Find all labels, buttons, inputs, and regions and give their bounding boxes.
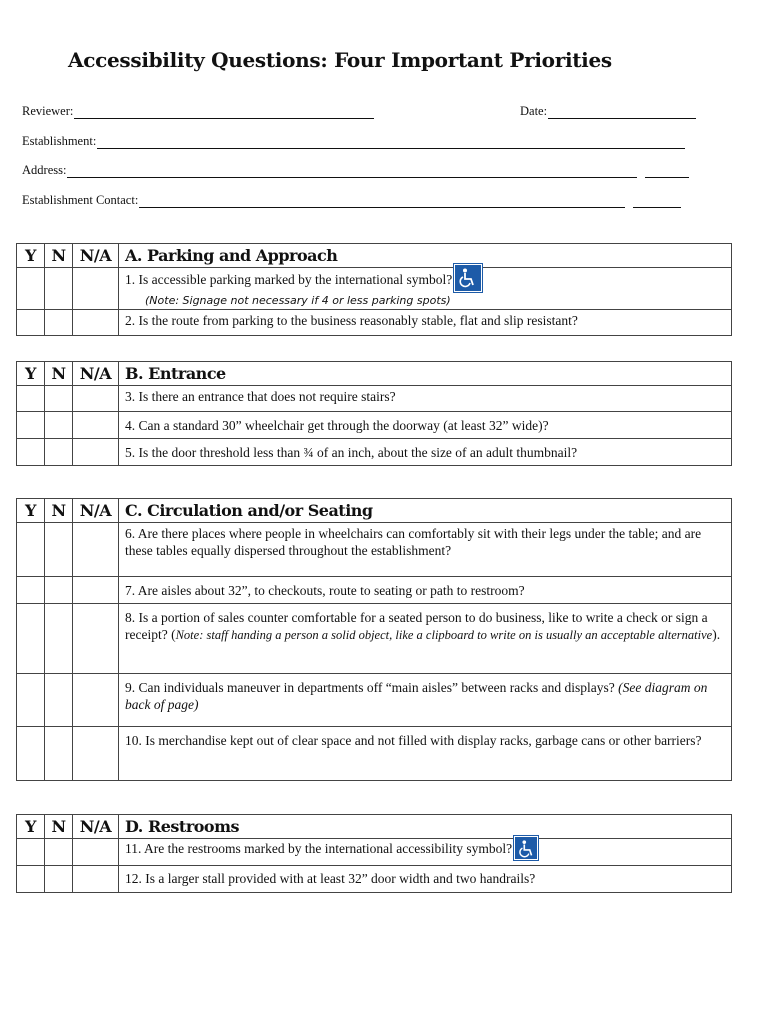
answer-n-cell[interactable]: [45, 866, 73, 893]
establishment-label: Establishment:: [22, 134, 97, 148]
col-y: Y: [17, 244, 45, 268]
date-line[interactable]: [548, 105, 696, 119]
question-4: 4. Can a standard 30” wheelchair get through the doorway (at least 32” wide)?: [119, 412, 732, 439]
section-b-header: [17, 362, 732, 386]
answer-n-cell[interactable]: [45, 523, 73, 577]
question-8-text: 8. Is a portion of sales counter comfortable for a seated person to do business, like to write a check or sign a receipt? (: [125, 610, 708, 642]
question-11-text: 11. Are the restrooms marked by the international accessibility symbol?: [125, 841, 513, 857]
address-line[interactable]: [67, 164, 637, 178]
answer-y-cell[interactable]: [17, 866, 45, 893]
answer-y-cell[interactable]: [17, 577, 45, 604]
answer-n-cell[interactable]: [45, 386, 73, 412]
answer-n-cell[interactable]: [45, 268, 73, 310]
question-1: [119, 268, 732, 310]
answer-y-cell[interactable]: [17, 268, 45, 310]
col-y: Y: [17, 362, 45, 386]
establishment-field[interactable]: [22, 134, 685, 149]
reviewer-line[interactable]: [74, 105, 374, 119]
table-row: [17, 577, 732, 604]
reviewer-field[interactable]: [22, 104, 374, 119]
contact-label: Establishment Contact:: [22, 193, 139, 207]
answer-na-cell[interactable]: [73, 412, 119, 439]
contact-field[interactable]: [22, 193, 681, 208]
table-row: [17, 674, 732, 727]
answer-n-cell[interactable]: [45, 439, 73, 466]
answer-na-cell[interactable]: [73, 386, 119, 412]
col-na: N/A: [73, 499, 119, 523]
answer-na-cell[interactable]: [73, 727, 119, 781]
section-a-title: A. Parking and Approach: [119, 244, 732, 268]
table-row: [17, 268, 732, 310]
answer-na-cell[interactable]: [73, 268, 119, 310]
question-9-note: (See diagram on back of page): [125, 680, 708, 712]
answer-na-cell[interactable]: [73, 523, 119, 577]
establishment-line[interactable]: [97, 135, 685, 149]
section-c-table: [16, 498, 732, 781]
question-8: [119, 604, 732, 674]
section-a-header: [17, 244, 732, 268]
col-na: N/A: [73, 815, 119, 839]
question-8-end: ).: [712, 627, 721, 642]
table-row: [17, 412, 732, 439]
question-3: 3. Is there an entrance that does not require stairs?: [119, 386, 732, 412]
question-12: 12. Is a larger stall provided with at least 32” door width and two handrails?: [119, 866, 732, 893]
answer-n-cell[interactable]: [45, 604, 73, 674]
answer-na-cell[interactable]: [73, 310, 119, 336]
question-6: 6. Are there places where people in wheelchairs can comfortably sit with their legs under the table; and are these tables equally dispersed throughout the establishment?: [119, 523, 732, 577]
date-label: Date:: [520, 104, 548, 118]
table-row: [17, 523, 732, 577]
section-d-table: [16, 814, 732, 893]
page-title: Accessibility Questions: Four Important Priorities: [68, 48, 612, 72]
answer-y-cell[interactable]: [17, 727, 45, 781]
answer-y-cell[interactable]: [17, 439, 45, 466]
reviewer-label: Reviewer:: [22, 104, 74, 118]
answer-n-cell[interactable]: [45, 412, 73, 439]
col-na: N/A: [73, 244, 119, 268]
answer-y-cell[interactable]: [17, 839, 45, 866]
answer-y-cell[interactable]: [17, 310, 45, 336]
section-c-header: [17, 499, 732, 523]
col-n: N: [45, 244, 73, 268]
question-8-note: Note: staff handing a person a solid object, like a clipboard to write on is usually an acceptable alternative: [175, 628, 713, 642]
address-label: Address:: [22, 163, 67, 177]
question-9-text: 9. Can individuals maneuver in departments off “main aisles” between racks and displays?: [125, 680, 619, 695]
answer-y-cell[interactable]: [17, 604, 45, 674]
section-d-header: [17, 815, 732, 839]
contact-line-extra[interactable]: [633, 194, 681, 208]
answer-y-cell[interactable]: [17, 674, 45, 727]
col-y: Y: [17, 815, 45, 839]
wheelchair-icon: [514, 836, 538, 860]
answer-n-cell[interactable]: [45, 310, 73, 336]
section-a-table: [16, 243, 732, 336]
answer-na-cell[interactable]: [73, 839, 119, 866]
question-1-note: (Note: Signage not necessary if 4 or less parking spots): [145, 294, 451, 307]
date-field[interactable]: [520, 104, 696, 119]
col-n: N: [45, 499, 73, 523]
answer-n-cell[interactable]: [45, 577, 73, 604]
section-b-table: [16, 361, 732, 466]
section-b-title: B. Entrance: [119, 362, 732, 386]
answer-na-cell[interactable]: [73, 577, 119, 604]
question-2: 2. Is the route from parking to the business reasonably stable, flat and slip resistant?: [119, 310, 732, 336]
answer-y-cell[interactable]: [17, 386, 45, 412]
table-row: [17, 386, 732, 412]
table-row: [17, 866, 732, 893]
address-line-extra[interactable]: [645, 164, 689, 178]
wheelchair-icon: [454, 264, 482, 292]
answer-n-cell[interactable]: [45, 839, 73, 866]
section-c-title: C. Circulation and/or Seating: [119, 499, 732, 523]
answer-y-cell[interactable]: [17, 523, 45, 577]
question-5: 5. Is the door threshold less than ¾ of an inch, about the size of an adult thumbnail?: [119, 439, 732, 466]
col-y: Y: [17, 499, 45, 523]
col-n: N: [45, 815, 73, 839]
address-field[interactable]: [22, 163, 689, 178]
answer-na-cell[interactable]: [73, 604, 119, 674]
question-9: [119, 674, 732, 727]
question-10: 10. Is merchandise kept out of clear space and not filled with display racks, garbage cans or other barriers?: [119, 727, 732, 781]
question-11: [119, 839, 732, 866]
answer-na-cell[interactable]: [73, 866, 119, 893]
table-row: [17, 439, 732, 466]
table-row: [17, 839, 732, 866]
answer-na-cell[interactable]: [73, 439, 119, 466]
table-row: [17, 604, 732, 674]
question-7: 7. Are aisles about 32”, to checkouts, route to seating or path to restroom?: [119, 577, 732, 604]
answer-y-cell[interactable]: [17, 412, 45, 439]
section-d-title: D. Restrooms: [119, 815, 732, 839]
contact-line[interactable]: [139, 194, 625, 208]
answer-na-cell[interactable]: [73, 674, 119, 727]
question-1-text: 1. Is accessible parking marked by the international symbol?: [125, 272, 453, 288]
answer-n-cell[interactable]: [45, 727, 73, 781]
col-n: N: [45, 362, 73, 386]
table-row: [17, 310, 732, 336]
table-row: [17, 727, 732, 781]
answer-n-cell[interactable]: [45, 674, 73, 727]
col-na: N/A: [73, 362, 119, 386]
